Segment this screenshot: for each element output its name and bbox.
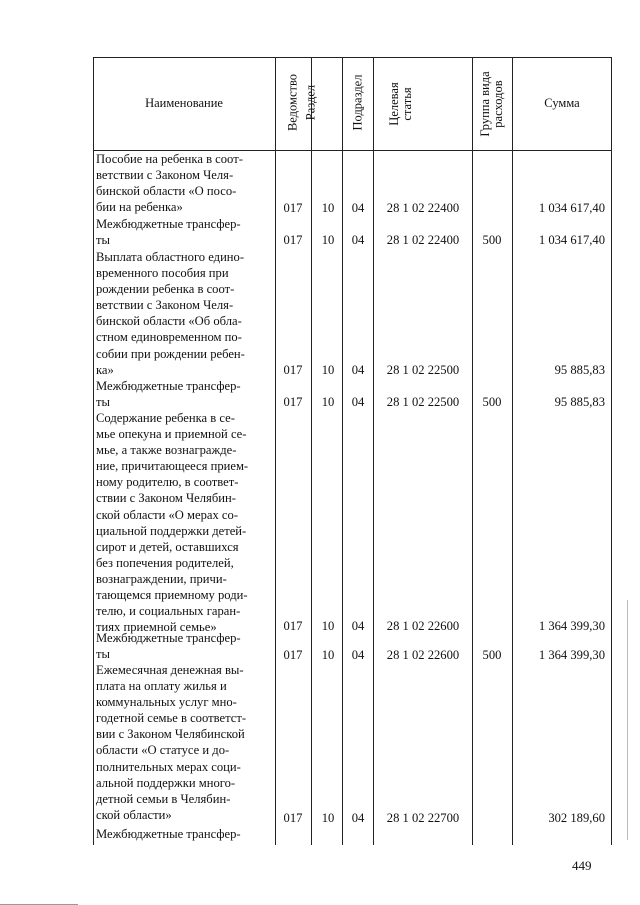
row-name: Межбюджетные трансфер- ты xyxy=(96,379,241,410)
cell-celevaya-statya: 28 1 02 22500 xyxy=(386,395,460,409)
cell-razdel: 10 xyxy=(321,233,335,247)
cell-summa: 1 364 399,30 xyxy=(538,619,605,633)
col-divider xyxy=(311,57,312,845)
header-name: Наименование xyxy=(145,96,223,110)
table-right-border xyxy=(611,57,612,845)
cell-podrazdel: 04 xyxy=(351,201,365,215)
cell-podrazdel: 04 xyxy=(351,811,365,825)
cell-podrazdel: 04 xyxy=(351,363,365,377)
row-name: Межбюджетные трансфер- xyxy=(96,827,241,841)
col-divider xyxy=(342,57,343,845)
cell-vedomstvo: 017 xyxy=(283,811,303,825)
col-divider xyxy=(472,57,473,845)
cell-razdel: 10 xyxy=(321,811,335,825)
cell-gruppa: 500 xyxy=(482,395,502,409)
cell-summa: 1 364 399,30 xyxy=(538,648,605,662)
cell-vedomstvo: 017 xyxy=(283,648,303,662)
col-divider xyxy=(275,57,276,845)
cell-razdel: 10 xyxy=(321,363,335,377)
row-name: Пособие на ребенка в соот- ветствии с Законом Челя- бинской области «О посо- бии на ребенка» xyxy=(96,152,243,215)
cell-celevaya-statya: 28 1 02 22400 xyxy=(386,201,460,215)
col-divider xyxy=(512,57,513,845)
cell-summa: 95 885,83 xyxy=(554,363,605,377)
cell-celevaya-statya: 28 1 02 22700 xyxy=(386,811,460,825)
cell-summa: 302 189,60 xyxy=(548,811,605,825)
cell-gruppa: 500 xyxy=(482,233,502,247)
cell-vedomstvo: 017 xyxy=(283,619,303,633)
cell-podrazdel: 04 xyxy=(351,395,365,409)
row-name: Межбюджетные трансфер- ты xyxy=(96,217,241,248)
page-number: 449 xyxy=(572,858,592,873)
header-vedomstvo: Ведомство xyxy=(285,73,300,132)
header-celevaya-statya: Целевая статья xyxy=(387,82,414,126)
cell-podrazdel: 04 xyxy=(351,648,365,662)
col-divider xyxy=(373,57,374,845)
cell-vedomstvo: 017 xyxy=(283,233,303,247)
cell-razdel: 10 xyxy=(321,648,335,662)
row-name: Межбюджетные трансфер- ты xyxy=(96,631,241,662)
cell-vedomstvo: 017 xyxy=(283,363,303,377)
cell-podrazdel: 04 xyxy=(351,233,365,247)
cell-podrazdel: 04 xyxy=(351,619,365,633)
header-podrazdel: Подраздел xyxy=(350,74,365,131)
cell-celevaya-statya: 28 1 02 22600 xyxy=(386,619,460,633)
cell-razdel: 10 xyxy=(321,395,335,409)
cell-celevaya-statya: 28 1 02 22400 xyxy=(386,233,460,247)
cell-vedomstvo: 017 xyxy=(283,395,303,409)
row-name: Содержание ребенка в се- мье опекуна и приемной се- мье, а также вознагражде- ние, причитающееся прием- ному родителю, в соответ- ствии с Законом Челябин- ской области «О мерах со- циальной поддержки детей- сирот и детей, оставшихся без попечения родителей, вознаграждении, причи- тающемся приемному роди- телю, и социальных гаран- тиях приемной семье» xyxy=(96,411,249,635)
cell-summa: 95 885,83 xyxy=(554,395,605,409)
cell-celevaya-statya: 28 1 02 22600 xyxy=(386,648,460,662)
header-razdel: Раздел xyxy=(303,84,318,121)
cell-summa: 1 034 617,40 xyxy=(538,201,605,215)
header-gruppa-vida-rashodov: Группа вида расходов xyxy=(478,71,505,137)
cell-celevaya-statya: 28 1 02 22500 xyxy=(386,363,460,377)
row-name: Выплата областного едино- временного пособия при рождении ребенка в соот- ветствии с Законом Челя- бинской области «Об обла- стном единовременном по- собии при рождении ребен- ка» xyxy=(96,250,245,377)
scan-artifact-line xyxy=(627,600,628,840)
cell-razdel: 10 xyxy=(321,619,335,633)
row-name: Ежемесячная денежная вы- плата на оплату жилья и коммунальных услуг мно- годетной семье в соответст- вии с Законом Челябинской области «О статусе и до- полнительных мерах соци- альной поддержки много- детной семьи в Челябин- ской области» xyxy=(96,663,247,822)
cell-vedomstvo: 017 xyxy=(283,201,303,215)
header-summa: Сумма xyxy=(544,96,580,110)
cell-razdel: 10 xyxy=(321,201,335,215)
table-left-border xyxy=(93,57,94,845)
cell-gruppa: 500 xyxy=(482,648,502,662)
cell-summa: 1 034 617,40 xyxy=(538,233,605,247)
